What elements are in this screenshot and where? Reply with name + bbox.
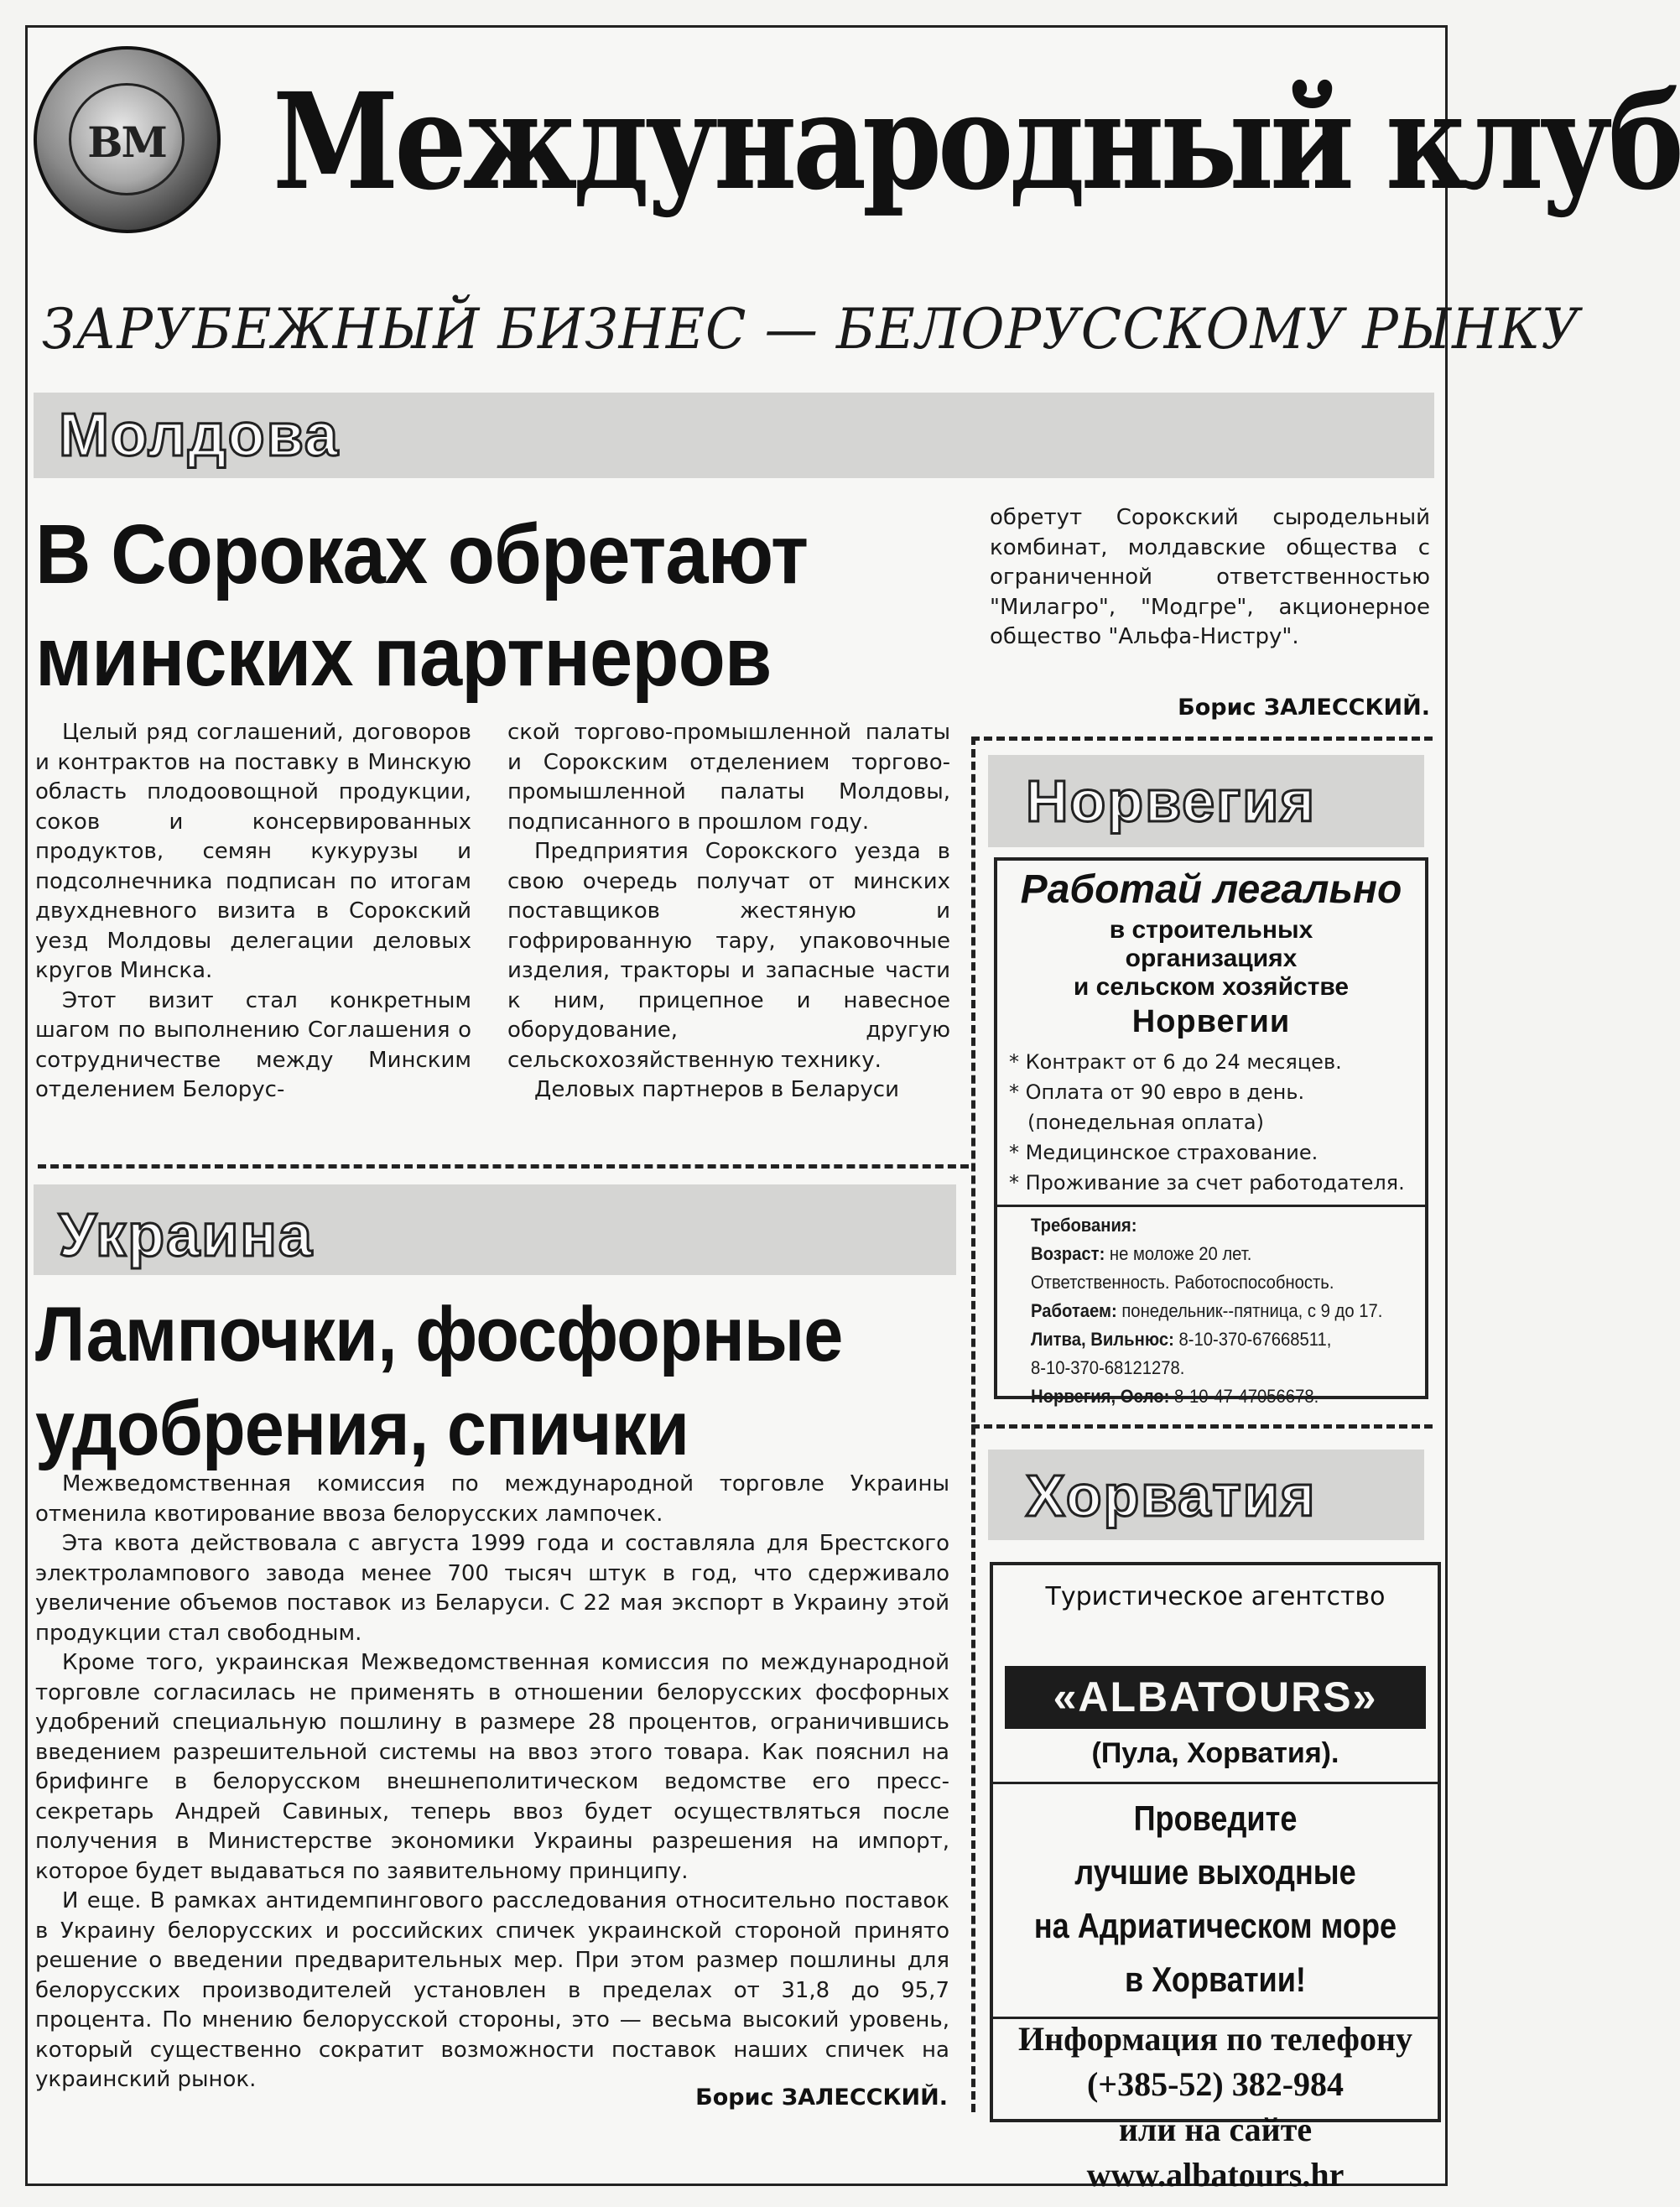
moldova-col1-p1: Целый ряд соглашений, договоров и контрактов на поставку в Минскую область плодоовощной продукции, соков и консервированных продуктов, семян кукурузы и подсолнечника подписан по итогам двухдневного визита в Сорокский уезд Молдовы делегации деловых кругов Минска. bbox=[35, 720, 471, 983]
croatia-agency-location: (Пула, Хорватия). bbox=[1091, 1737, 1339, 1769]
req-age-label: Возраст: bbox=[1031, 1243, 1105, 1264]
moldova-byline: Борис ЗАЛЕССКИЙ. bbox=[1178, 695, 1430, 721]
croatia-agency-label: Туристическое агентство bbox=[1045, 1582, 1386, 1611]
croatia-website[interactable]: www.albatours.hr bbox=[1086, 2156, 1345, 2194]
ukraine-banner bbox=[34, 1184, 956, 1275]
divider-ad-middle bbox=[971, 1424, 1433, 1429]
croatia-slogan-1: Проведите bbox=[1133, 1798, 1298, 1838]
ukraine-section-label: Украина bbox=[59, 1202, 314, 1269]
norway-ad-bullets bbox=[1009, 1047, 1420, 1198]
req-title: Требования: bbox=[1031, 1215, 1137, 1236]
moldova-col3-text: обретут Сорокский сыродельный комбинат, молдавские общества с ограниченной ответственностью "Милагро", "Модгре", акционерное общество "Альфа-Нистру". bbox=[990, 505, 1430, 649]
ukraine-p1: Межведомственная комиссия по международной торговле Украины отменила квотирование ввоза белорусских лампочек. bbox=[35, 1471, 949, 1527]
moldova-column-1 bbox=[35, 718, 471, 1106]
logo-text: ВМ bbox=[87, 117, 166, 167]
moldova-column-3 bbox=[990, 503, 1430, 653]
req-work-value: понедельник--пятница, с 9 до 17. bbox=[1116, 1300, 1383, 1321]
masthead-title: Международный клуб bbox=[273, 65, 1680, 220]
req-lithuania-phone2: 8-10-370-68121278. bbox=[1031, 1357, 1185, 1378]
ukraine-p4: И еще. В рамках антидемпингового расследования относительно поставок в Украину белорусских и российских спичек украинской стороной принято решение о введении предварительных мер. При этом размер пошлины для белорусских производителей установлен в пределах от 31,8 до 95,7 процента. По мнению белорусской стороны, это — весьма высокий уровень, который существенно сократит возможности поставок наших спичек на украинский рынок. bbox=[35, 1888, 949, 2092]
req-lithuania-label: Литва, Вильнюс: bbox=[1031, 1329, 1174, 1350]
croatia-info-phone-label: Информация по телефону bbox=[1017, 2020, 1413, 2058]
norway-ad-headline: Работай легально bbox=[1020, 867, 1402, 912]
req-age-value: не моложе 20 лет. bbox=[1105, 1243, 1252, 1264]
moldova-col2-p3: Деловых партнеров в Беларуси bbox=[534, 1077, 899, 1102]
croatia-phone: (+385-52) 382-984 bbox=[1086, 2065, 1345, 2103]
req-work-label: Работаем: bbox=[1031, 1300, 1117, 1321]
norway-sub1: в строительных bbox=[1109, 916, 1313, 944]
req-norway-phone: 8-10-47-47056678. bbox=[1169, 1386, 1319, 1407]
norway-ad-subtitle bbox=[997, 916, 1425, 1002]
croatia-agency-name: «ALBATOURS» bbox=[1005, 1666, 1426, 1729]
moldova-banner bbox=[34, 393, 1434, 478]
croatia-slogan bbox=[1024, 1792, 1407, 2007]
moldova-col2-p1: ской торгово-промышленной палаты и Сорокским отделением торгово-промышленной палаты Молдовы, подписанного в прошлом году. bbox=[507, 720, 950, 835]
norway-section-label: Норвегия bbox=[1026, 768, 1317, 834]
norway-sub2: организациях bbox=[1125, 945, 1298, 972]
req-lithuania-phone1: 8-10-370-67668511, bbox=[1173, 1329, 1332, 1350]
croatia-slogan-2: лучшие выходные bbox=[1074, 1852, 1356, 1892]
moldova-headline bbox=[35, 503, 946, 708]
croatia-slogan-3: на Адриатическом море bbox=[1033, 1906, 1397, 1945]
ukraine-headline-line1: Лампочки, фосфорные bbox=[35, 1292, 843, 1377]
bullet-pay-note: (понедельная оплата) bbox=[1027, 1111, 1264, 1134]
croatia-banner bbox=[988, 1450, 1424, 1540]
ukraine-p3: Кроме того, украинская Межведомственная комиссия по международной торговле согласилась не применять в отношении белорусских фосфорных удобрений специальную пошлину в размере 28 процентов, ограничившись введением разрешительной системы на ввоз этого товара. Как пояснил на брифинге в белорусском внешнеполитическом ведомстве его пресс-секретарь Андрей Савиных, теперь ввоз будет осуществляться после получения в Министерстве экономики Украины разрешения на импорт, которое будет выдаваться по заявительному принципу. bbox=[35, 1650, 949, 1884]
norway-ad bbox=[994, 857, 1428, 1407]
norway-ad-separator bbox=[997, 1205, 1425, 1207]
moldova-headline-line2: минских партнеров bbox=[35, 610, 772, 704]
logo-globe bbox=[69, 83, 185, 195]
croatia-slogan-4: в Хорватии! bbox=[1125, 1960, 1306, 1999]
ukraine-headline-line2: удобрения, спички bbox=[35, 1386, 689, 1472]
moldova-headline-line1: В Сороках обретают bbox=[35, 508, 809, 601]
masthead-subtitle: ЗАРУБЕЖНЫЙ БИЗНЕС — БЕЛОРУССКОМУ РЫНКУ bbox=[42, 297, 1581, 362]
croatia-ad-separator bbox=[993, 1782, 1438, 1784]
req-norway-label: Норвегия, Осло: bbox=[1031, 1386, 1170, 1407]
croatia-contact bbox=[990, 2017, 1441, 2198]
croatia-section-label: Хорватия bbox=[1026, 1463, 1317, 1528]
norway-sub3: и сельском хозяйстве bbox=[1073, 973, 1350, 1001]
moldova-section-label: Молдова bbox=[59, 402, 340, 469]
divider-ad-top bbox=[971, 737, 1433, 741]
bullet-housing: * Проживание за счет работодателя. bbox=[1009, 1171, 1405, 1195]
norway-ad-country: Норвегии bbox=[1131, 1004, 1291, 1039]
ukraine-article-body bbox=[35, 1470, 949, 2095]
vm-logo bbox=[34, 46, 221, 233]
ukraine-byline: Борис ЗАЛЕССКИЙ. bbox=[695, 2085, 948, 2111]
bullet-insurance: * Медицинское страхование. bbox=[1009, 1141, 1319, 1164]
bullet-contract: * Контракт от 6 до 24 месяцев. bbox=[1009, 1050, 1342, 1074]
divider-moldova-ukraine bbox=[38, 1164, 969, 1169]
bullet-pay: * Оплата от 90 евро в день. bbox=[1009, 1080, 1305, 1104]
ukraine-headline bbox=[35, 1288, 961, 1476]
req-qualities: Ответственность. Работоспособность. bbox=[1031, 1272, 1334, 1293]
moldova-col2-p2: Предприятия Сорокского уезда в свою очередь получат от минских поставщиков жестяную и гофрированную тару, упаковочные изделия, тракторы и запасные части к ним, прицепное и навесное оборудование, другую сельскохозяйственную технику. bbox=[507, 839, 950, 1073]
ukraine-p2: Эта квота действовала с августа 1999 года и составляла для Брестского электролампового завода менее 700 тысяч штук в год, что сдерживало увеличение объемов поставок из Беларуси. С 22 мая экспорт в Украину этой продукции стал свободным. bbox=[35, 1531, 949, 1646]
norway-banner bbox=[988, 755, 1424, 847]
norway-requirements bbox=[1031, 1211, 1417, 1411]
croatia-info-site-label: или на сайте bbox=[1118, 2111, 1313, 2148]
moldova-col1-p2: Этот визит стал конкретным шагом по выполнению Соглашения о сотрудничестве между Минским отделением Белорус- bbox=[35, 987, 471, 1102]
moldova-column-2 bbox=[507, 718, 950, 1106]
